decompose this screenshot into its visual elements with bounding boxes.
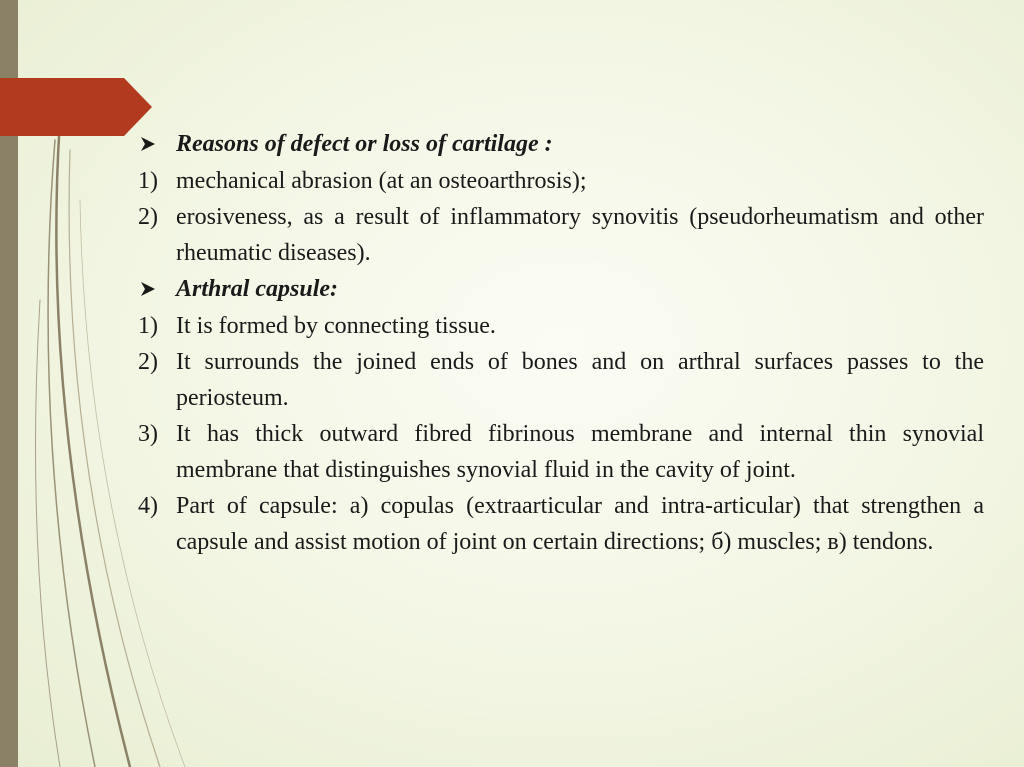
list-item-text: It is formed by connecting tissue. <box>176 313 496 339</box>
list-item-text: It has thick outward fibred fibrinous membrane and internal thin synovial membrane that distinguishes synovial fluid in the cavity of joint. <box>176 421 984 483</box>
list-item <box>138 308 984 344</box>
list-item <box>138 199 984 271</box>
red-accent-shape <box>0 78 152 136</box>
list-item <box>138 344 984 416</box>
section-heading: Reasons of defect or loss of cartilage : <box>176 131 553 157</box>
list-item-number: 2) <box>138 204 158 230</box>
list-item <box>138 488 984 560</box>
list-item-number: 1) <box>138 313 158 339</box>
list-item-number: 2) <box>138 349 158 375</box>
list-item-text: erosiveness, as a result of inflammatory synovitis (pseudorheumatism and other rheumatic diseases). <box>176 204 984 266</box>
list-item-text: mechanical abrasion (at an osteoarthrosis); <box>176 168 587 194</box>
list-item-number: 1) <box>138 168 158 194</box>
list-item <box>138 163 984 199</box>
arrow-check-bullet-icon <box>138 271 176 308</box>
section-heading-row <box>138 271 984 308</box>
slide-content <box>138 126 984 560</box>
list-item-text: Part of capsule: а) copulas (extraarticular and intra-articular) that strengthen a capsule and assist motion of joint on certain directions; б) muscles; в) tendons. <box>176 493 984 555</box>
section-heading-row <box>138 126 984 163</box>
list-item-number: 3) <box>138 421 158 447</box>
list-item-number: 4) <box>138 493 158 519</box>
arrow-check-bullet-icon <box>138 126 176 163</box>
list-item <box>138 416 984 488</box>
section-heading: Arthral capsule: <box>176 276 339 302</box>
list-item-text: It surrounds the joined ends of bones and on arthral surfaces passes to the periosteum. <box>176 349 984 411</box>
